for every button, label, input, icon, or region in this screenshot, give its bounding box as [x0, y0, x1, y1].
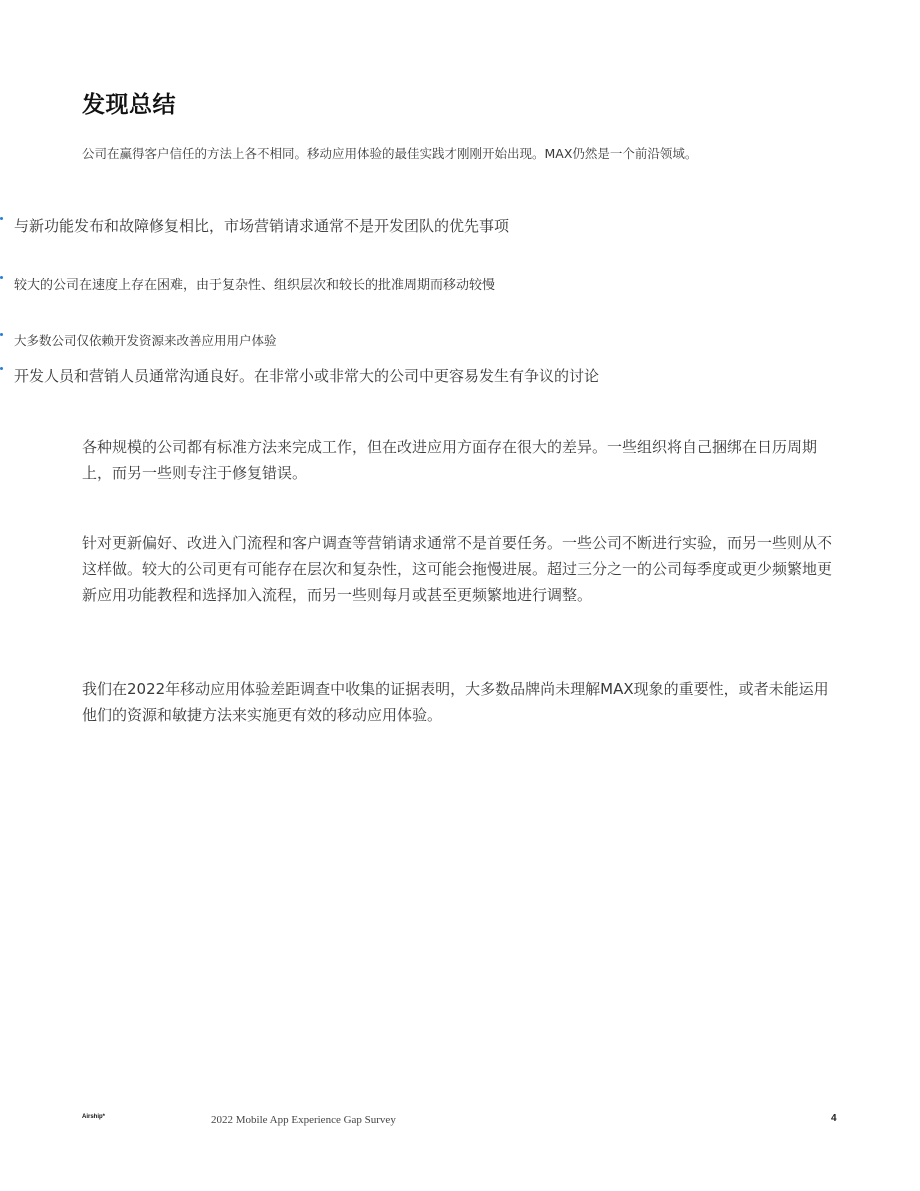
footer-logo: Airship* [82, 1114, 106, 1120]
body-paragraph: 针对更新偏好、改进入门流程和客户调查等营销请求通常不是首要任务。一些公司不断进行实验，而另一些则从不这样做。较大的公司更有可能存在层次和复杂性，这可能会拖慢进展。超过三分之一的公司每季度或更少频繁地更新应用功能教程和选择加入流程，而另一些则每月或甚至更频繁地进行调整。 [82, 534, 833, 604]
bullet-text: 较大的公司在速度上存在困难，由于复杂性、组织层次和较长的批准周期而移动较慢 [14, 278, 496, 293]
page-number: 4 [831, 1113, 837, 1124]
bullet-dot-icon [0, 333, 3, 336]
bullet-text: 大多数公司仅依赖开发资源来改善应用用户体验 [14, 333, 277, 348]
bullet-text: 与新功能发布和故障修复相比，市场营销请求通常不是开发团队的优先事项 [14, 217, 510, 235]
body-paragraph: 各种规模的公司都有标准方法来完成工作，但在改进应用方面存在很大的差异。一些组织将自己捆绑在日历周期上，而另一些则专注于修复错误。 [82, 438, 818, 482]
body-paragraph: 我们在2022年移动应用体验差距调查中收集的证据表明，大多数品牌尚未理解MAX现象的重要性，或者未能运用他们的资源和敏捷方法来实施更有效的移动应用体验。 [82, 680, 829, 724]
bullet-text: 开发人员和营销人员通常沟通良好。在非常小或非常大的公司中更容易发生有争议的讨论 [14, 367, 600, 385]
bullet-dot-icon [0, 217, 3, 220]
intro-text: 公司在赢得客户信任的方法上各不相同。移动应用体验的最佳实践才刚刚开始出现。MAX仍然是一个前沿领域。 [82, 146, 698, 161]
page-heading: 发现总结 [82, 92, 176, 118]
bullet-dot-icon [0, 276, 3, 279]
footer-title: 2022 Mobile App Experience Gap Survey [211, 1114, 396, 1126]
bullet-dot-icon [0, 367, 3, 370]
